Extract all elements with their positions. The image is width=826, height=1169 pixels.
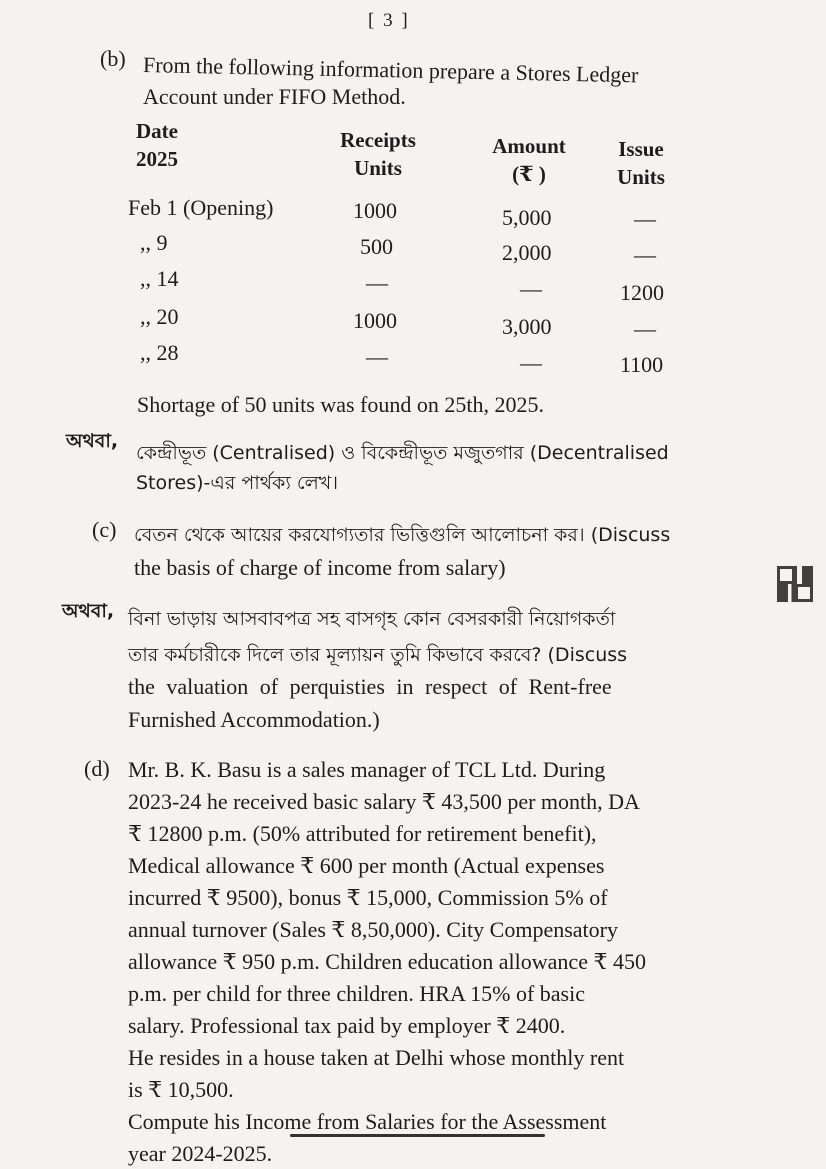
section-b-label: (b) xyxy=(100,46,126,71)
shortage-note: Shortage of 50 units was found on 25th, 2025. xyxy=(137,392,544,417)
qr-code xyxy=(777,566,813,602)
section-d-line: 2023-24 he received basic salary ₹ 43,500 per month, DA xyxy=(128,789,640,814)
row-1-amount: 5,000 xyxy=(502,205,552,230)
or-c-line1: বিনা ভাড়ায় আসবাবপত্র সহ বাসগৃহ কোন বেসরকারী নিয়োগকর্তা xyxy=(128,608,616,630)
section-c-label: (c) xyxy=(92,517,117,542)
section-d-line: incurred ₹ 9500), bonus ₹ 15,000, Commission 5% of xyxy=(128,885,608,910)
section-c-line2: the basis of charge of income from salary) xyxy=(134,555,506,580)
row-3-amount: — xyxy=(520,276,542,301)
page-number: [ 3 ] xyxy=(368,10,410,31)
or-b-line2: Stores)-এর পার্থক্য লেখ। xyxy=(136,472,339,494)
row-4-amount: 3,000 xyxy=(502,314,552,339)
or-c-label: অথবা, xyxy=(62,600,115,622)
section-d-line: Compute his Income from Salaries for the Assessment xyxy=(128,1109,607,1134)
or-c-line4: Furnished Accommodation.) xyxy=(128,707,380,732)
row-3-receipts: — xyxy=(366,270,388,295)
section-d-line: He resides in a house taken at Delhi whose monthly rent xyxy=(128,1045,625,1070)
section-d-line: allowance ₹ 950 p.m. Children education allowance ₹ 450 xyxy=(128,949,646,974)
or-c-line2: তার কর্মচারীকে দিলে তার মূল্যায়ন তুমি কিভাবে করবে? (Discuss xyxy=(128,644,628,666)
header-receipts xyxy=(332,126,424,182)
row-1-receipts: 1000 xyxy=(353,198,397,223)
row-4-issue: — xyxy=(634,316,656,341)
pen-underline xyxy=(290,1134,545,1137)
header-date-line1: Date xyxy=(136,119,178,143)
row-2-amount: 2,000 xyxy=(502,240,552,265)
header-date-line2: 2025 xyxy=(136,147,178,171)
or-c-line3: the valuation of perquisties in respect of Rent-free xyxy=(128,674,612,699)
row-4-receipts: 1000 xyxy=(353,308,397,333)
header-issue xyxy=(610,135,672,191)
section-b-line2: Account under FIFO Method. xyxy=(143,84,406,109)
row-5-issue: 1100 xyxy=(620,352,664,377)
or-b-line1: কেন্দ্রীভূত (Centralised) ও বিকেন্দ্রীভূত মজুতগার (Decentralised xyxy=(136,442,669,464)
header-amount-line2: (₹ ) xyxy=(512,162,546,186)
header-issue-line1: Issue xyxy=(618,137,664,161)
row-3-issue: 1200 xyxy=(620,280,664,305)
header-receipts-line1: Receipts xyxy=(340,128,416,152)
row-2-date: ,, 9 xyxy=(140,230,168,255)
row-4-date: ,, 20 xyxy=(140,304,179,329)
header-receipts-line2: Units xyxy=(354,156,402,180)
row-5-receipts: — xyxy=(366,344,388,369)
row-1-date: Feb 1 (Opening) xyxy=(128,195,274,220)
row-5-date: ,, 28 xyxy=(140,340,179,365)
or-b-label: অথবা, xyxy=(66,430,119,452)
section-d-line: Medical allowance ₹ 600 per month (Actual expenses xyxy=(128,853,605,878)
row-3-date: ,, 14 xyxy=(140,266,179,291)
header-amount xyxy=(482,132,576,188)
section-d-line: year 2024-2025. xyxy=(128,1141,273,1166)
section-d-line: ₹ 12800 p.m. (50% attributed for retirement benefit), xyxy=(128,821,597,846)
section-d-line: is ₹ 10,500. xyxy=(128,1077,234,1102)
row-2-receipts: 500 xyxy=(360,234,393,259)
row-1-issue: — xyxy=(634,206,656,231)
section-d-line: salary. Professional tax paid by employer ₹ 2400. xyxy=(128,1013,566,1038)
section-b-line1: From the following information prepare a Stores Ledger xyxy=(142,52,639,88)
section-d-line: annual turnover (Sales ₹ 8,50,000). City Compensatory xyxy=(128,917,618,942)
section-c-line1: বেতন থেকে আয়ের করযোগ্যতার ভিত্তিগুলি আলোচনা কর। (Discuss xyxy=(134,524,671,546)
header-issue-line2: Units xyxy=(617,165,665,189)
section-d-line: p.m. per child for three children. HRA 15% of basic xyxy=(128,981,585,1006)
header-date xyxy=(136,117,178,173)
header-amount-line1: Amount xyxy=(492,134,566,158)
section-d-line: Mr. B. K. Basu is a sales manager of TCL Ltd. During xyxy=(128,757,606,782)
row-2-issue: — xyxy=(634,242,656,267)
row-5-amount: — xyxy=(520,350,542,375)
section-d-label: (d) xyxy=(84,756,110,781)
